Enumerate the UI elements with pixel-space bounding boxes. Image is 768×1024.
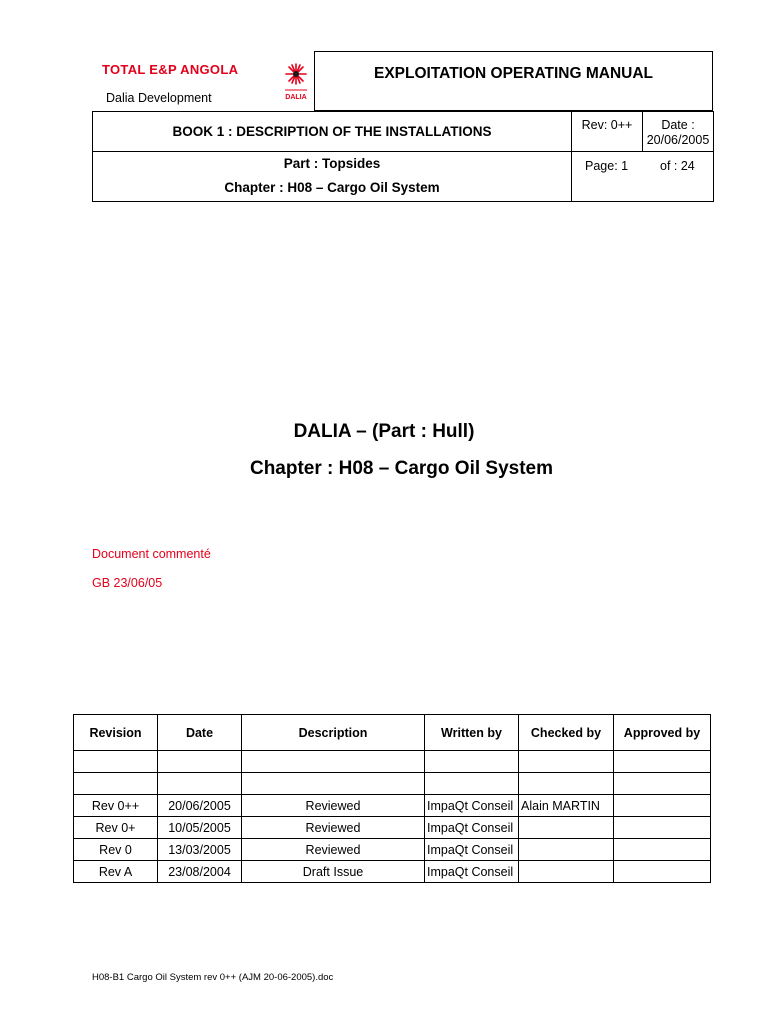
document-chapter: Chapter : H08 – Cargo Oil System [249,458,554,479]
table-cell: Rev A [74,861,158,883]
column-header: Approved by [614,715,711,751]
table-cell: Rev 0 [74,839,158,861]
column-header: Date [158,715,242,751]
table-cell: Reviewed [242,817,425,839]
table-cell [74,773,158,795]
header-row-part [92,151,714,202]
table-row [74,773,711,795]
table-cell: ImpaQt Conseil [425,795,519,817]
table-header-row [74,715,711,751]
company-logo-area [92,52,314,112]
table-cell [614,773,711,795]
table-cell [614,751,711,773]
dalia-logo-icon [282,58,310,106]
table-cell: ImpaQt Conseil [425,817,519,839]
date-value: 20/06/2005 [646,133,710,147]
table-cell [614,839,711,861]
table-cell: Alain MARTIN [519,795,614,817]
table-cell: Rev 0++ [74,795,158,817]
chapter-label: Chapter : H08 – Cargo Oil System [224,180,440,195]
table-row [74,839,711,861]
table-cell: 13/03/2005 [158,839,242,861]
table-cell: ImpaQt Conseil [425,839,519,861]
project-name: Dalia Development [106,91,212,105]
table-cell: 23/08/2004 [158,861,242,883]
table-cell [74,751,158,773]
table-cell [158,751,242,773]
logo-label: DALIA [285,94,307,101]
table-cell [614,795,711,817]
divider [571,152,572,201]
document-title: DALIA – (Part : Hull) [293,421,475,442]
table-cell [242,751,425,773]
table-cell [614,861,711,883]
column-header: Checked by [519,715,614,751]
header-row-book [92,111,714,152]
part-label: Part : Topsides [283,156,381,171]
date-label: Date : [661,118,695,132]
table-cell [519,773,614,795]
table-cell [519,861,614,883]
table-cell [242,773,425,795]
table-cell [425,751,519,773]
page-total: of : 24 [660,159,695,173]
annotation-initials: GB 23/06/05 [92,576,163,590]
table-cell: 20/06/2005 [158,795,242,817]
table-row [74,795,711,817]
table-cell [158,773,242,795]
table-row [74,817,711,839]
table-cell: ImpaQt Conseil [425,861,519,883]
column-header: Written by [425,715,519,751]
table-cell [425,773,519,795]
table-cell: 10/05/2005 [158,817,242,839]
revision-table [73,714,711,883]
table-cell: Rev 0+ [74,817,158,839]
column-header: Revision [74,715,158,751]
table-cell [614,817,711,839]
table-cell: Draft Issue [242,861,425,883]
annotation-comment: Document commenté [92,547,211,561]
date-cell [643,118,713,148]
table-cell [519,839,614,861]
page-number: Page: 1 [585,159,629,173]
table-cell: Reviewed [242,795,425,817]
table-row [74,861,711,883]
table-cell [519,817,614,839]
book-title: BOOK 1 : DESCRIPTION OF THE INSTALLATIONS [172,124,492,139]
manual-title-box [314,51,713,111]
revision-label: Rev: 0++ [581,118,633,132]
table-cell: Reviewed [242,839,425,861]
company-name: TOTAL E&P ANGOLA [102,62,239,77]
table-row [74,751,711,773]
table-cell [519,751,614,773]
column-header: Description [242,715,425,751]
manual-title: EXPLOITATION OPERATING MANUAL [374,65,653,82]
footer-filename: H08-B1 Cargo Oil System rev 0++ (AJM 20-06-2005).doc [92,972,334,983]
